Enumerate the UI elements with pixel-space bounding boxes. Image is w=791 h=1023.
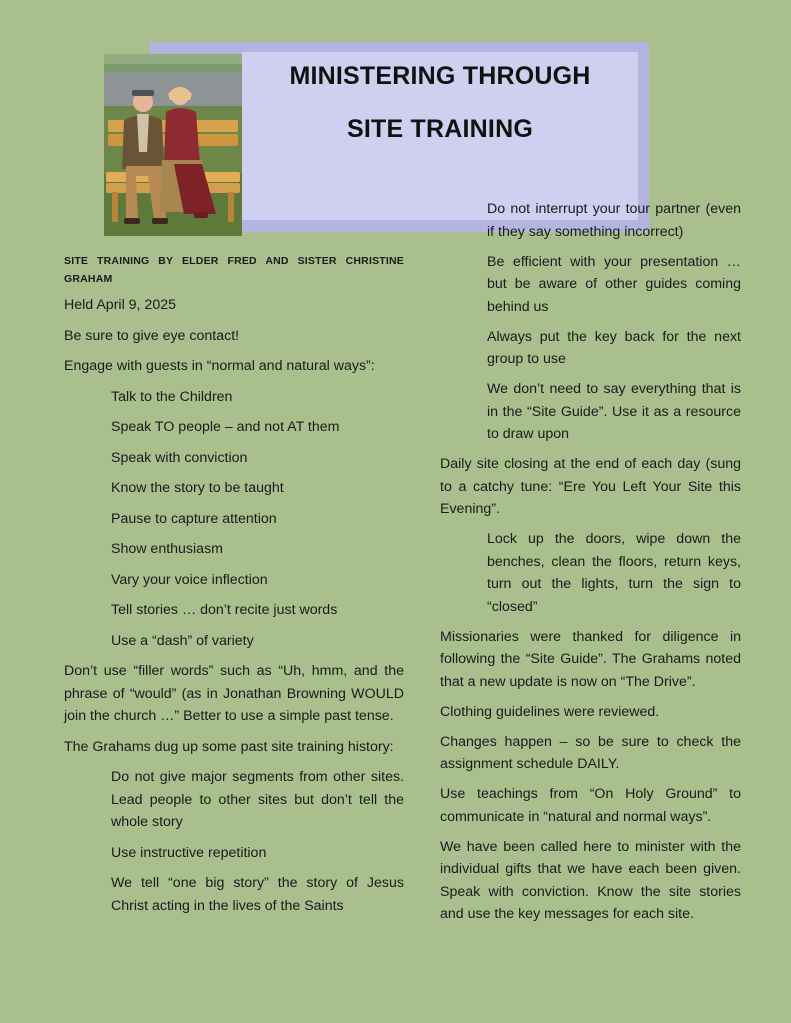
daily-closing-paragraph: Daily site closing at the end of each day (sung to a catchy tune: “Ere You Left Your Site this Evening”.: [440, 456, 741, 517]
page-title-line-1: MINISTERING THROUGH: [289, 62, 591, 90]
history-item: We tell “one big story” the story of Jesus Christ acting in the lives of the Saints: [111, 875, 404, 914]
right-column: [440, 198, 741, 933]
tip-item: Tell stories … don’t recite just words: [111, 602, 338, 618]
filler-words-paragraph: Don’t use “filler words” such as “Uh, hmm, and the phrase of “would” (as in Jonathan Browning WOULD join the church …” Better to use a simple past tense.: [64, 663, 404, 724]
held-date: Held April 9, 2025: [64, 297, 176, 313]
engage-heading: Engage with guests in “normal and natural ways”:: [64, 358, 375, 374]
changes-paragraph: Changes happen – so be sure to check the assignment schedule DAILY.: [440, 733, 741, 772]
history-item: We don’t need to say everything that is in the “Site Guide”. Use it as a resource to draw upon: [487, 381, 741, 442]
called-paragraph: We have been called here to minister with the individual gifts that we have each been given. Speak with conviction. Know the site stories and use the key messages for each site.: [440, 838, 741, 922]
tip-item: Talk to the Children: [111, 388, 233, 405]
closing-item: Lock up the doors, wipe down the benches, clean the floors, return keys, turn out the lights, turn the sign to “closed”: [487, 531, 741, 615]
history-item: Do not interrupt your tour partner (even if they say something incorrect): [487, 201, 741, 240]
eye-contact-tip: Be sure to give eye contact!: [64, 327, 240, 344]
teachings-paragraph: Use teachings from “On Holy Ground” to communicate in “natural and normal ways”.: [440, 786, 741, 825]
history-item: Be efficient with your presentation … but be aware of other guides coming behind us: [487, 253, 741, 315]
tip-item: Use a “dash” of variety: [111, 632, 254, 649]
thanked-paragraph: Missionaries were thanked for diligence in following the “Site Guide”. The Grahams noted that a new update is now on “The Drive”.: [440, 628, 741, 690]
tip-item: Know the story to be taught: [111, 480, 284, 496]
tip-item: Show enthusiasm: [111, 541, 223, 557]
history-heading: The Grahams dug up some past site training history:: [64, 738, 394, 755]
tip-item: Vary your voice inflection: [111, 571, 268, 588]
history-item: Do not give major segments from other sites. Lead people to other sites but don’t tell the whole story: [111, 769, 404, 830]
history-item: Always put the key back for the next group to use: [487, 328, 741, 367]
page-title-line-2: SITE TRAINING: [347, 115, 533, 143]
tip-item: Pause to capture attention: [111, 510, 277, 527]
tip-item: Speak with conviction: [111, 449, 248, 466]
tip-item: Speak TO people – and not AT them: [111, 419, 340, 435]
left-column: [64, 252, 404, 925]
clothing-paragraph: Clothing guidelines were reviewed.: [440, 703, 660, 720]
graham-couple-photo: [104, 54, 242, 236]
history-item: Use instructive repetition: [111, 844, 267, 861]
article-subtitle: SITE TRAINING BY ELDER FRED AND SISTER CHRISTINE GRAHAM: [64, 255, 404, 285]
